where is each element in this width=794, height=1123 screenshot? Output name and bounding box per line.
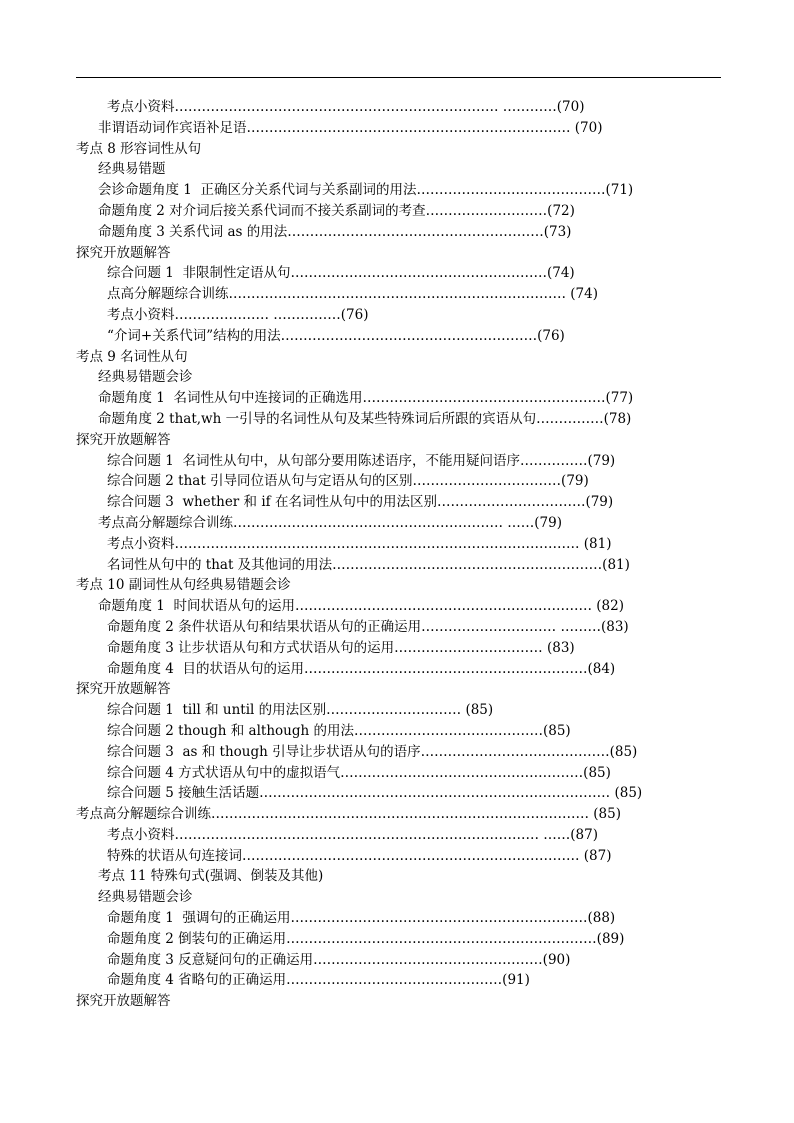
toc-entry: 综合问题 2 that 引导同位语从句与定语从句的区别……………………………(79) bbox=[107, 473, 589, 490]
toc-entry: 综合问题 1 名词性从句中，从句部分要用陈述语序，不能用疑问语序……………(79) bbox=[107, 452, 616, 469]
toc-entry: 考点小资料………………… ……………(76) bbox=[107, 306, 369, 323]
toc-section-heading: 考点 10 副词性从句经典易错题会诊 bbox=[76, 577, 291, 594]
toc-entry: 综合问题 3 as 和 though 引导让步状语从句的语序……………………………………(85) bbox=[107, 743, 638, 760]
toc-entry: 命题角度 2 倒装句的正确运用……………………………………………………………(89) bbox=[107, 930, 625, 947]
toc-entry: 综合问题 5 接触生活话题…………………………………………………………………… (85) bbox=[107, 785, 643, 802]
toc-entry: 命题角度 2 条件状语从句和结果状语从句的正确运用………………………… ………(83) bbox=[107, 618, 629, 635]
toc-entry: 综合问题 3 whether 和 if 在名词性从句中的用法区别……………………………(79) bbox=[107, 494, 614, 511]
toc-section-heading: 考点 11 特殊句式(强调、倒装及其他) bbox=[98, 868, 324, 885]
toc-entry: “介词+关系代词”结构的用法…………………………………………………(76) bbox=[107, 327, 565, 344]
toc-section-heading: 探究开放题解答 bbox=[76, 431, 171, 448]
toc-entry: 综合问题 1 非限制性定语从句…………………………………………………(74) bbox=[107, 265, 575, 282]
toc-entry: 点高分解题综合训练………………………………………………………………… (74) bbox=[107, 286, 599, 303]
toc-section-heading: 探究开放题解答 bbox=[76, 993, 171, 1010]
toc-entry: 命题角度 1 名词性从句中连接词的正确选用………………………………………………(77) bbox=[98, 390, 634, 407]
toc-entry: 命题角度 2 对介词后接关系代词而不接关系副词的考查………………………(72) bbox=[98, 202, 575, 219]
toc-entry: 命题角度 1 强调句的正确运用…………………………………………………………(88) bbox=[107, 910, 616, 927]
toc-section-heading: 考点 9 名词性从句 bbox=[76, 348, 188, 365]
table-of-contents bbox=[0, 97, 794, 1012]
toc-subheading: 经典易错题会诊 bbox=[98, 369, 193, 386]
toc-subheading: 经典易错题会诊 bbox=[98, 889, 193, 906]
toc-entry: 命题角度 3 反意疑问句的正确运用……………………………………………(90) bbox=[107, 951, 571, 968]
header-rule bbox=[76, 77, 721, 78]
toc-entry: 命题角度 3 让步状语从句和方式状语从句的运用…………………………… (83) bbox=[107, 639, 575, 656]
toc-entry: 名词性从句中的 that 及其他词的用法……………………………………………………(81) bbox=[107, 556, 630, 573]
toc-entry: 会诊命题角度 1 正确区分关系代词与关系副词的用法……………………………………(71) bbox=[98, 182, 634, 199]
toc-entry: 考点小资料……………………………………………………………… …………(70) bbox=[107, 99, 585, 115]
toc-entry: 命题角度 4 目的状语从句的运用………………………………………………………(84) bbox=[107, 660, 616, 677]
toc-entry: 考点小资料……………………………………………………………………………… (81) bbox=[107, 535, 612, 552]
toc-entry: 综合问题 4 方式状语从句中的虚拟语气………………………………………………(85) bbox=[107, 764, 611, 781]
toc-section-heading: 探究开放题解答 bbox=[76, 244, 171, 261]
toc-entry: 命题角度 4 省略句的正确运用…………………………………………(91) bbox=[107, 972, 530, 989]
toc-entry: 考点小资料……………………………………………………………………… ……(87) bbox=[107, 826, 599, 843]
toc-entry: 非谓语动词作宾语补足语……………………………………………………………… (70) bbox=[98, 119, 603, 136]
toc-section-heading: 考点 8 形容词性从句 bbox=[76, 140, 202, 157]
toc-section-heading: 探究开放题解答 bbox=[76, 681, 171, 698]
toc-entry: 考点高分解题综合训练…………………………………………………… ……(79) bbox=[98, 514, 563, 531]
toc-subheading: 经典易错题 bbox=[98, 161, 166, 178]
toc-entry: 命题角度 2 that,wh 一引导的名词性从句及某些特殊词后所跟的宾语从句……………(78) bbox=[98, 410, 632, 427]
toc-section-heading: 考点高分解题综合训练………………………………………………………………………… (85) bbox=[76, 806, 622, 823]
toc-entry: 命题角度 3 关系代词 as 的用法…………………………………………………(73) bbox=[98, 223, 572, 240]
toc-entry: 综合问题 1 till 和 until 的用法区别………………………… (85) bbox=[107, 702, 494, 719]
toc-entry: 特殊的状语从句连接词………………………………………………………………… (87) bbox=[107, 847, 612, 864]
toc-entry: 命题角度 1 时间状语从句的运用………………………………………………………… (82) bbox=[98, 598, 624, 615]
toc-entry: 综合问题 2 though 和 although 的用法……………………………………(85) bbox=[107, 722, 571, 739]
